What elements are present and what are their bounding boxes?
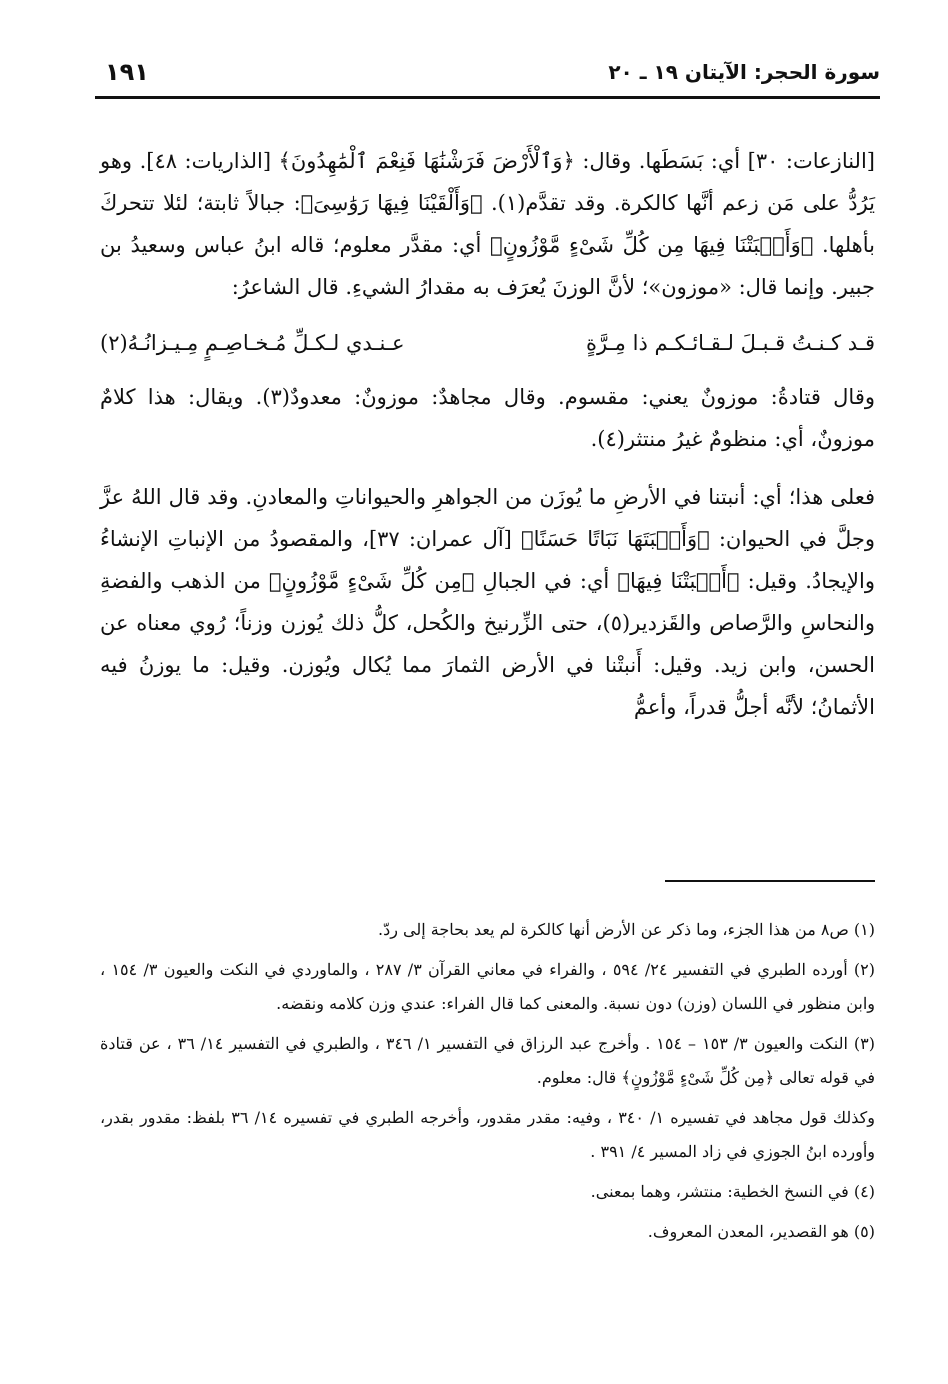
footnote: (٣) النكت والعيون ٣/ ١٥٣ – ١٥٤ . وأخرج عبد الرزاق في التفسير ١/ ٣٤٦ ، والطبري في التفسير ١٤/ ٣٦ ، عن قتادة في قوله تعالى ﴿مِن كُلِّ شَىْءٍ مَّوْزُونٍ﴾ قال: معلوم.: [100, 1034, 876, 1087]
footnote: (١) ص٨ من هذا الجزء، وما ذكر عن الأرض أنها كالكرة لم يعد بحاجة إلى ردّ.: [378, 920, 875, 939]
page-header: [95, 58, 880, 99]
footnote: وكذلك قول مجاهد في تفسيره ١/ ٣٤٠ ، وفيه: مقدر مقدور، وأخرجه الطبري في تفسيره ١٤/ ٣٦ بلفظ: مقدور بقدر، وأورده ابنُ الجوزي في زاد المسير ٤/ ٣٩١ .: [100, 1108, 875, 1161]
footnote: (٢) أورده الطبري في التفسير ٢٤/ ٥٩٤ ، والفراء في معاني القرآن ٣/ ٢٨٧ ، والماوردي في النكت والعيون ٣/ ١٥٤ ، وابن منظور في اللسان (وزن) دون نسبة. والمعنى كما قال الفراء: عندي وزن كلامه ونقضه.: [100, 960, 876, 1013]
poetry-verse: [100, 322, 875, 364]
footnote: (٥) هو القصدير، المعدن المعروف.: [647, 1222, 875, 1241]
paragraph: فعلى هذا؛ أي: أنبتنا في الأرضِ ما يُوزَن من الجواهرِ والحيواناتِ والمعادنِ. وقد قال اللهُ عزَّ وجلَّ في الحيوان: ﴿وَأَنۢبَتَهَا نَبَاتًا حَسَنًا﴾ [آل عمران: ٣٧]، والمقصودُ من الإنباتِ الإنشاءُ والإيجادُ. وقيل: ﴿أَنۢبَتْنَا فِيهَا﴾ أي: في الجبالِ ﴿مِن كُلِّ شَىْءٍ مَّوْزُونٍ﴾ من الذهب والفضةِ والنحاسِ والرَّصاص والقَزدير(٥)، حتى الزِّرنيخ والكُحل، كلُّ ذلك يُوزن وزناً؛ رُوي معناه عن الحسن، وابن زيد. وقيل: أَنبتْنا في الأرض الثمارَ مما يُكال ويُوزن. وقيل: ما يوزنُ فيه الأثمانُ؛ لأنَّه أجلُّ قدراً، وأعمُّ: [100, 485, 876, 719]
footnote-separator: [665, 880, 875, 882]
footnotes: [100, 913, 875, 1255]
page-number: ١٩١: [105, 58, 149, 86]
verse-second-hemistich: عـنـدي لـكـلِّ مُـخـاصِـمٍ مِـيـزانُـهُ(٢): [100, 331, 405, 355]
verse-first-hemistich: قـد كـنـتُ قـبـلَ لـقـائـكـم ذا مِـرَّةٍ: [585, 331, 875, 355]
running-title: سورة الحجر: الآيتان ١٩ ـ ٢٠: [608, 60, 880, 84]
footnote: (٤) في النسخ الخطية: منتشر، وهما بمعنى.: [590, 1182, 875, 1201]
paragraph: وقال قتادةُ: موزونٌ يعني: مقسوم. وقال مجاهدٌ: موزونٌ: معدودٌ(٣). ويقال: هذا كلامٌ موزونٌ، أي: منظومٌ غيرُ منتثر(٤).: [100, 385, 875, 451]
paragraph: [النازعات: ٣٠] أي: بَسَطَها. وقال: ﴿وَٱلْأَرْضَ فَرَشْنَٰهَا فَنِعْمَ ٱلْمَٰهِدُونَ﴾ [الذاريات: ٤٨]. وهو يَرُدُّ على مَن زعم أنَّها كالكرة. وقد تقدَّم(١). ﴿وَأَلْقَيْنَا فِيهَا رَوَٰسِىَ﴾: جبالاً ثابتة؛ لئلا تتحركَ بأهلها. ﴿وَأَنۢبَتْنَا فِيهَا مِن كُلِّ شَىْءٍ مَّوْزُونٍ﴾ أي: مقدَّر معلوم؛ قاله ابنُ عباس وسعيدُ بن جبير. وإنما قال: «موزون»؛ لأنَّ الوزنَ يُعرَف به مقدارُ الشيءِ. قال الشاعرُ:: [100, 149, 875, 299]
main-text: [100, 140, 875, 728]
